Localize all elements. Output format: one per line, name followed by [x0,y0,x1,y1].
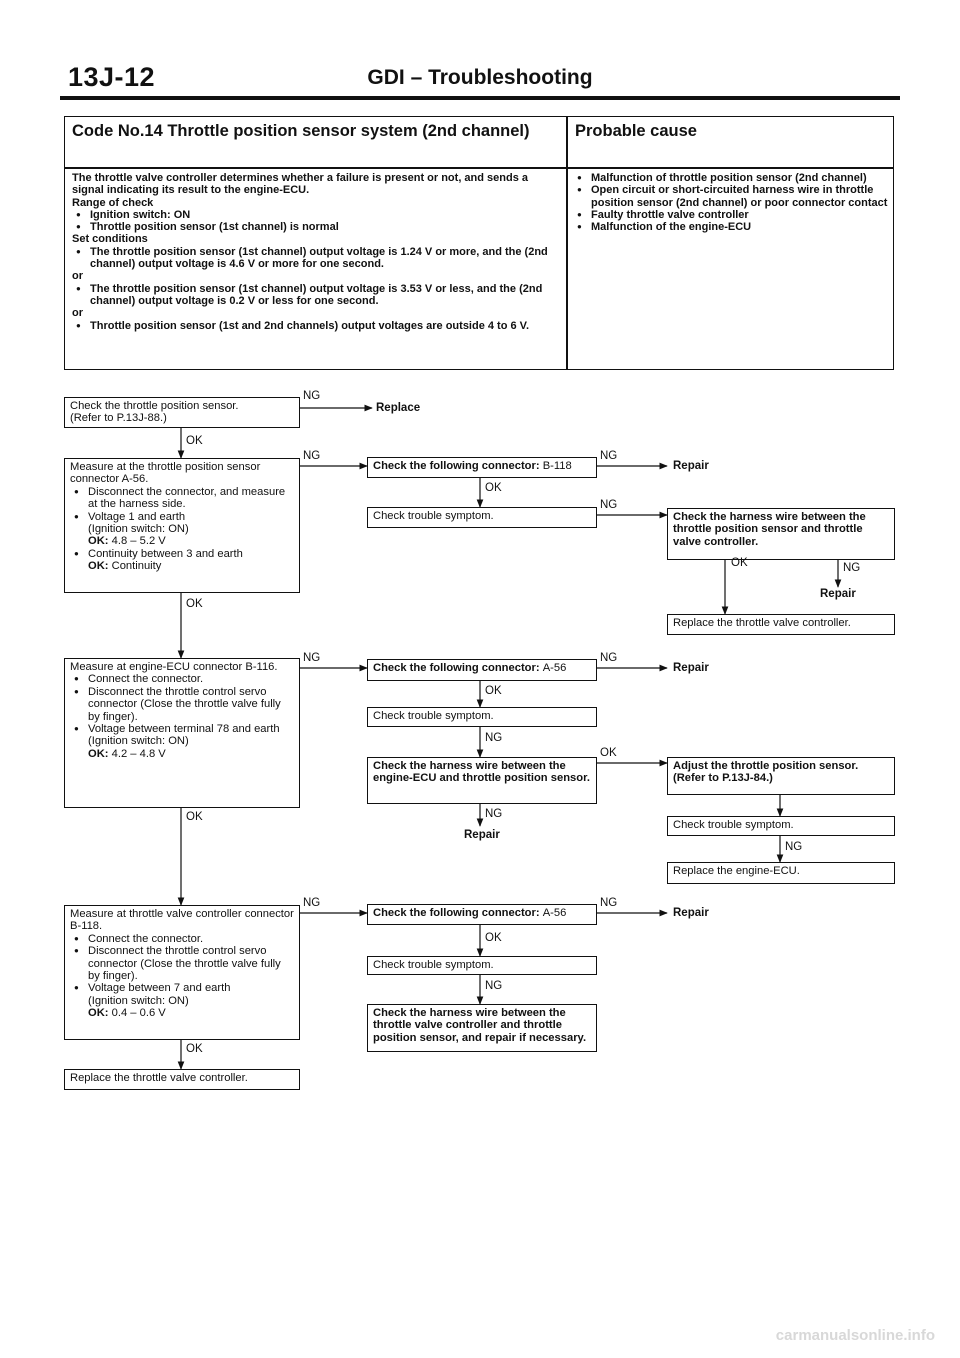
repair-text: Repair [673,907,709,919]
repair-text: Repair [464,829,500,841]
repair-text: Repair [820,588,856,600]
replace-tvc-text: Replace the throttle valve controller. [70,1072,248,1084]
probable-cause-item: ● Malfunction of the engine-ECU [573,221,889,233]
repair-text: Repair [673,662,709,674]
ok-label: OK [600,747,617,759]
check-trouble-symptom-box [367,956,597,975]
ng-label: NG [600,652,618,664]
ignition-note: (Ignition switch: ON) [88,994,189,1007]
ng-label: NG [485,980,503,992]
measure-item: ● Voltage 1 and earth [70,511,294,523]
code-header: Code No.14 Throttle position sensor system (2nd channel) [72,122,530,140]
check-connector-a56-box [367,659,597,681]
check-trouble-symptom-box [667,816,895,836]
measure-title: Measure at the throttle position sensor connector A-56. [70,461,261,486]
ok-spec-label: OK: [88,1007,109,1020]
page-number: 13J-12 [68,62,156,92]
harness-check-text: Check the harness wire between the engine-ECU and throttle position sensor. [373,760,590,785]
check-connector-b118-box [367,457,597,478]
adjust-tps-text: Adjust the throttle position sensor. (Refer to P.13J-84.) [673,760,859,785]
replace-ecu-box [667,862,895,884]
trouble-symptom-text: Check trouble symptom. [373,959,494,971]
check-tps-ref: (Refer to P.13J-88.) [70,412,167,425]
check-tps-box [64,397,300,428]
ok-spec [70,1007,294,1019]
harness-check-text: Check the harness wire between the throttle valve controller and throttle position sensor, and repair if necessary. [373,1007,587,1044]
ok-spec-value: Continuity [111,560,162,573]
range-item: ● Ignition switch: ON [72,209,556,221]
measure-item: ● Voltage between terminal 78 and earth [70,723,294,735]
ng-label: NG [303,450,321,462]
ng-label: NG [303,390,321,402]
ok-spec-label: OK: [88,535,109,548]
probable-cause-item: ● Malfunction of throttle position sensor (2nd channel) [573,172,889,184]
ok-spec-value: 0.4 – 0.6 V [111,1007,166,1020]
replace-ecu-text: Replace the engine-ECU. [673,865,800,877]
ng-label: NG [485,808,503,820]
connector-id: A-56 [542,662,567,674]
ng-label: NG [785,841,803,853]
ng-label: NG [303,897,321,909]
ng-label: NG [843,562,861,574]
ok-spec-label: OK: [88,560,109,573]
measure-item: ● Connect the connector. [70,933,294,945]
check-trouble-symptom-box [367,707,597,727]
ok-spec-label: OK: [88,747,109,760]
probable-cause-header: Probable cause [575,122,697,140]
watermark: carmanualsonline.info [775,1327,935,1344]
measure-tvc-connector-box [64,905,300,1040]
page-title: GDI – Troubleshooting [367,66,593,89]
measure-item: ● Continuity between 3 and earth [70,548,294,560]
set-conditions-label: Set conditions [72,233,148,246]
connector-id: B-118 [542,460,572,472]
replace-text: Replace [376,402,421,414]
ok-label: OK [186,598,203,610]
harness-check-box [667,508,895,560]
measure-title: Measure at throttle valve controller connector B-118. [70,908,294,933]
harness-check-box [367,757,597,804]
ignition-note: (Ignition switch: ON) [88,523,189,536]
measure-title: Measure at engine-ECU connector B-116. [70,661,278,673]
ok-label: OK [485,932,502,944]
probable-cause-item: ● Open circuit or short-circuited harness wire in throttle position sensor (2nd channel) or poor connector contact [573,184,889,209]
check-tps-text: Check the throttle position sensor. [70,400,239,412]
repair-text: Repair [673,460,709,472]
ok-label: OK [186,435,203,447]
range-item: ● Throttle position sensor (1st channel) is normal [72,221,556,233]
description-text: The throttle valve controller determines whether a failure is present or not, and sends a signal indicating its result to the engine-ECU. [72,172,529,197]
ng-label: NG [600,897,618,909]
set-condition: ● Throttle position sensor (1st and 2nd channels) output voltages are outside 4 to 6 V. [72,320,556,332]
probable-cause-item: ● Faulty throttle valve controller [573,209,889,221]
or-text: or [72,270,83,283]
ok-label: OK [186,811,203,823]
trouble-symptom-text: Check trouble symptom. [673,819,794,831]
ok-label: OK [186,1043,203,1055]
ng-label: NG [485,732,503,744]
ng-label: NG [600,499,618,511]
check-connector-label: Check the following connector: [373,460,540,472]
measure-ecu-connector-box [64,658,300,808]
connector-id: A-56 [542,907,567,919]
harness-check-box [367,1004,597,1052]
check-trouble-symptom-box [367,507,597,528]
adjust-tps-box [667,757,895,795]
measure-item: ● Disconnect the throttle control servo connector (Close the throttle valve fully by finger). [70,686,294,723]
ng-label: NG [303,652,321,664]
ng-label: NG [600,450,618,462]
check-connector-label: Check the following connector: [373,662,540,674]
range-of-check-label: Range of check [72,196,154,209]
check-connector-label: Check the following connector: [373,907,540,919]
ok-spec-value: 4.2 – 4.8 V [111,747,166,760]
or-text: or [72,307,83,320]
measure-item: ● Disconnect the throttle control servo connector (Close the throttle valve fully by finger). [70,945,294,982]
ignition-note: (Ignition switch: ON) [88,735,189,748]
ok-spec [70,535,294,547]
replace-tvc-box [667,614,895,635]
replace-tvc-box [64,1069,300,1090]
trouble-symptom-text: Check trouble symptom. [373,510,494,522]
ok-label: OK [731,557,748,569]
ok-label: OK [485,482,502,494]
check-connector-a56-box [367,904,597,925]
trouble-symptom-text: Check trouble symptom. [373,710,494,722]
ok-spec [70,560,294,572]
replace-tvc-text: Replace the throttle valve controller. [673,617,851,629]
measure-tps-connector-box [64,458,300,593]
measure-item: ● Voltage between 7 and earth [70,982,294,994]
ok-spec-value: 4.8 – 5.2 V [111,535,166,548]
set-condition: ● The throttle position sensor (1st channel) output voltage is 1.24 V or more, and the (2nd channel) output voltage is 4.6 V or more for one second. [72,246,556,271]
measure-item: ● Connect the connector. [70,673,294,685]
ok-spec [70,748,294,760]
measure-item: ● Disconnect the connector, and measure at the harness side. [70,486,294,511]
ok-label: OK [485,685,502,697]
set-condition: ● The throttle position sensor (1st channel) output voltage is 3.53 V or less, and the (2nd channel) output voltage is 0.2 V or less for one second. [72,283,556,308]
harness-check-text: Check the harness wire between the throttle position sensor and throttle valve controller. [673,511,866,548]
